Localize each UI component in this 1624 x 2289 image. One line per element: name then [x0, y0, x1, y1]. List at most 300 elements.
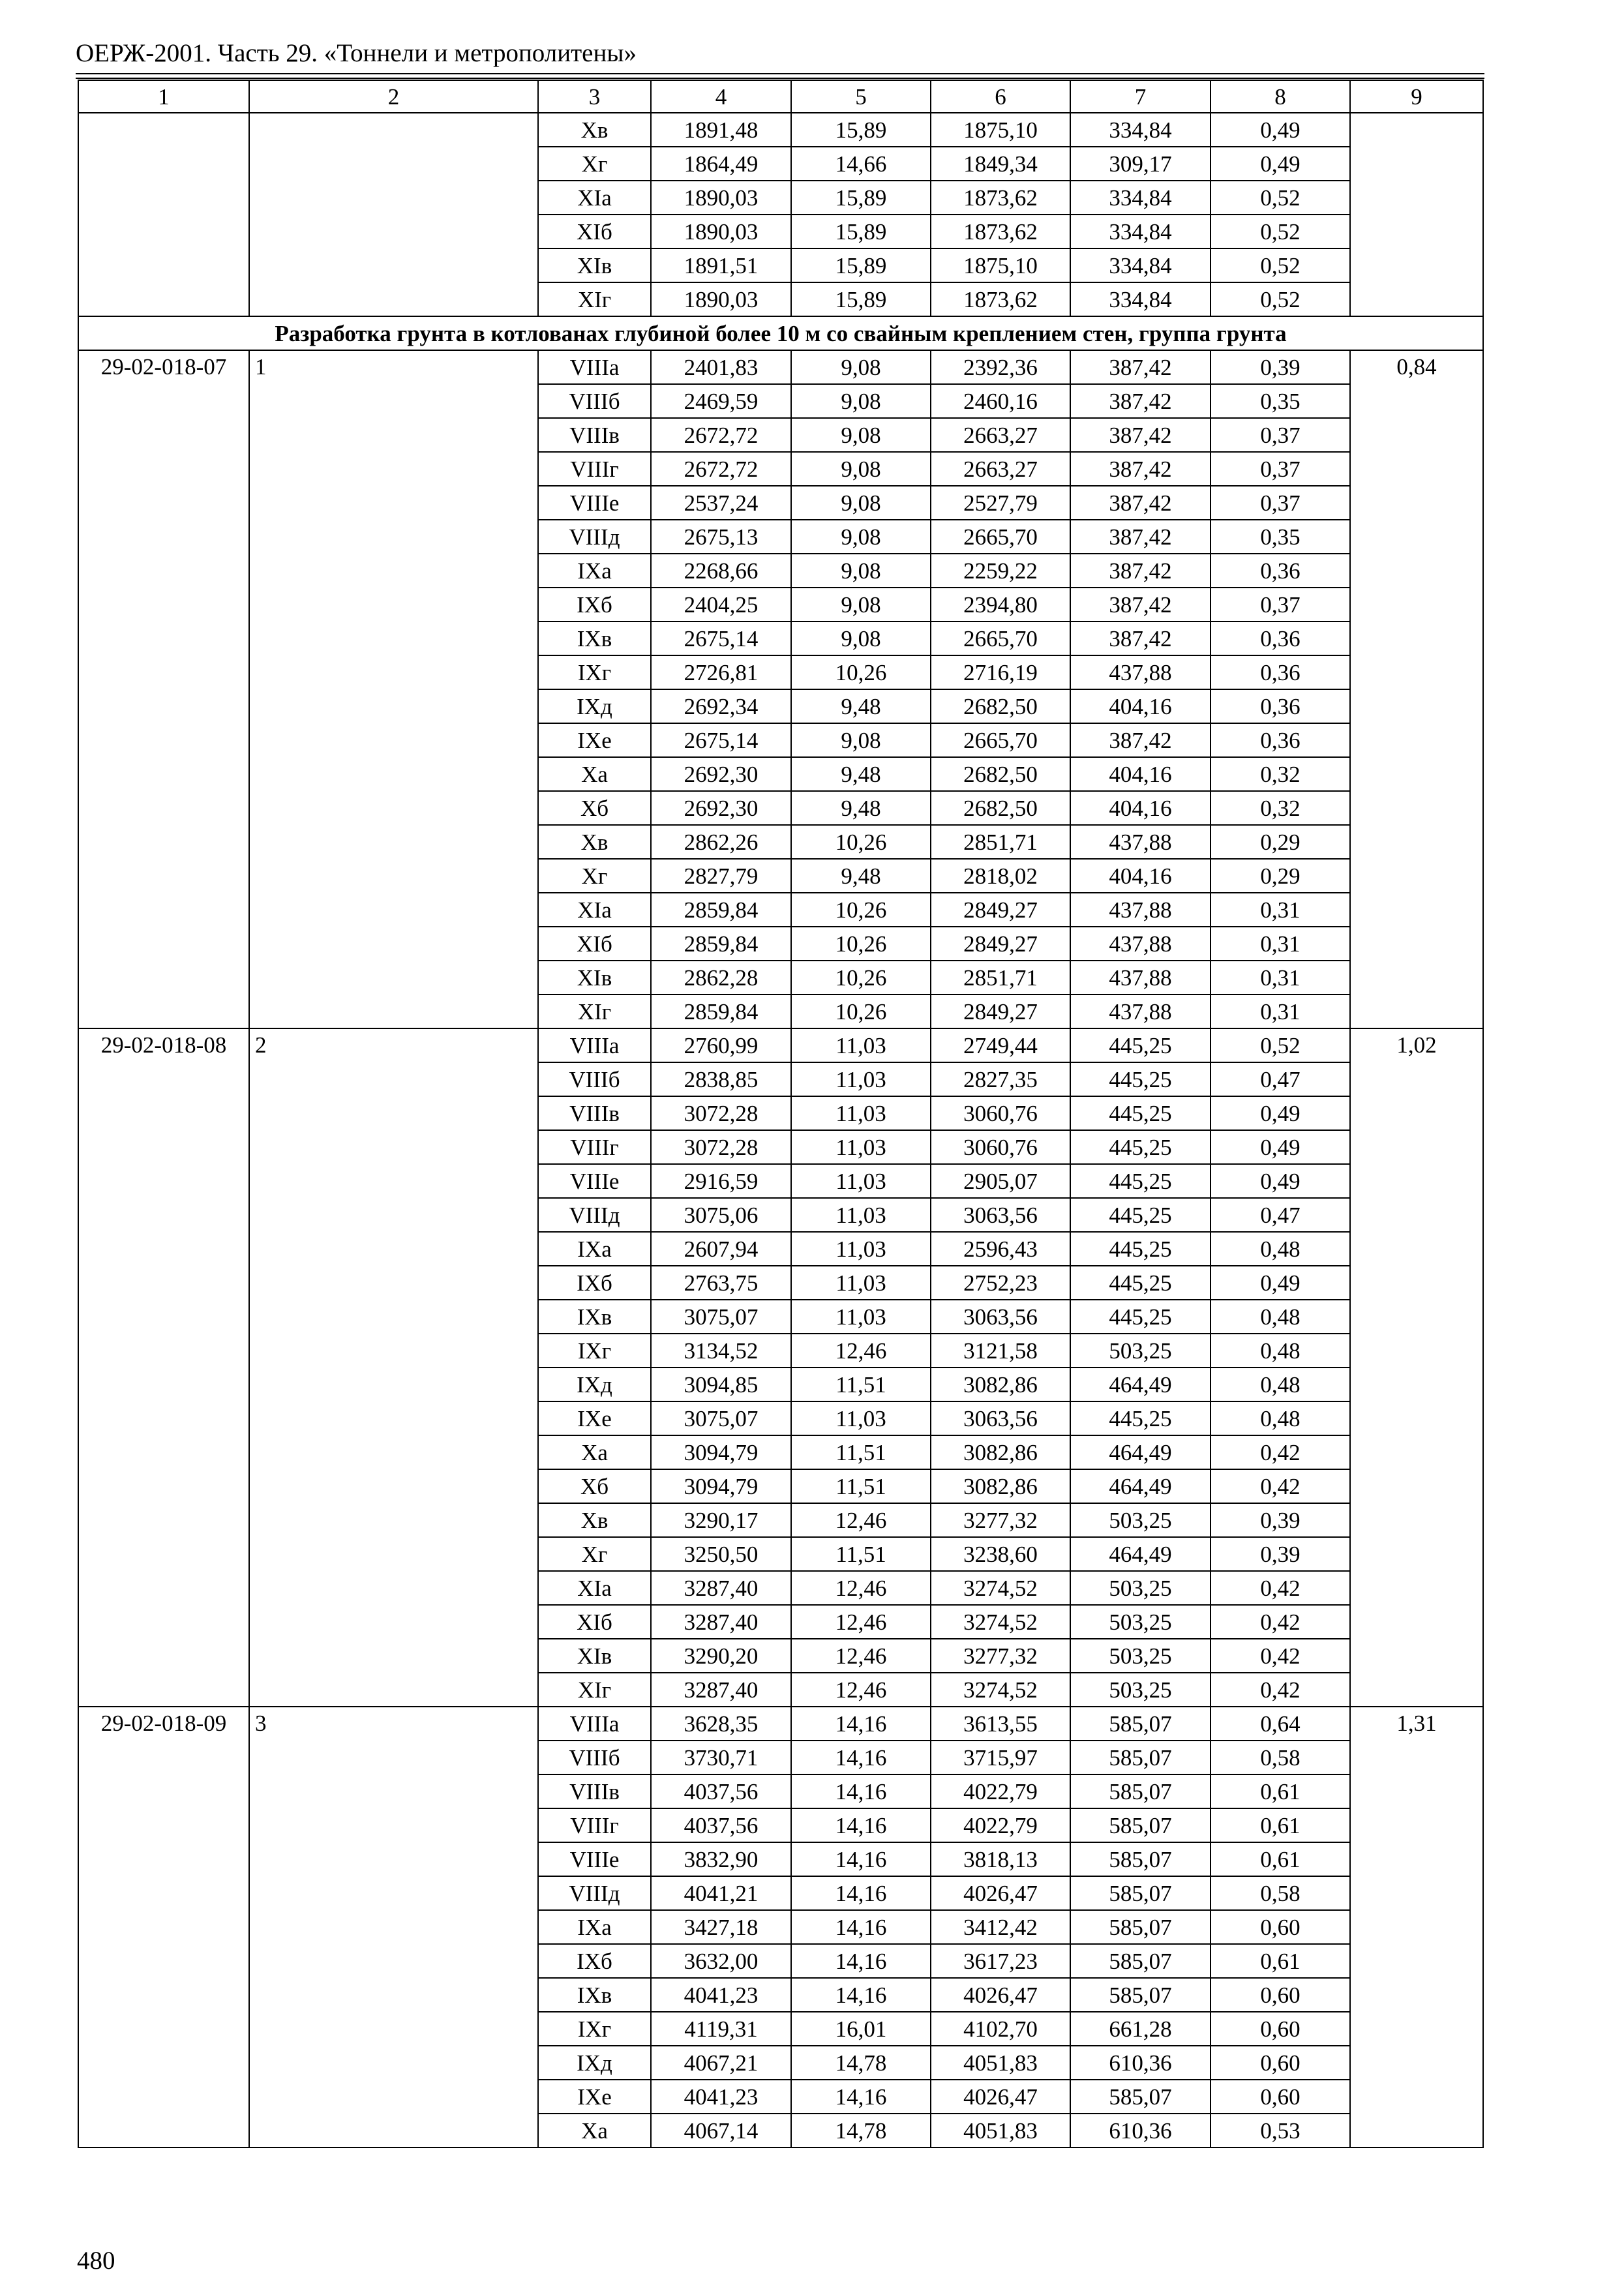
- column-6-value: 3082,86: [931, 1435, 1070, 1469]
- column-7-value: 404,16: [1070, 791, 1210, 825]
- column-4-value: 2675,13: [651, 520, 791, 554]
- column-8-value: 0,35: [1210, 384, 1350, 418]
- column-5-value: 12,46: [791, 1673, 931, 1707]
- header-title: ОЕРЖ-2001. Часть 29. «Тоннели и метрополитены»: [76, 39, 637, 67]
- column-5-value: 11,03: [791, 1401, 931, 1435]
- column-4-value: 2862,26: [651, 825, 791, 859]
- column-7-value: 503,25: [1070, 1673, 1210, 1707]
- column-3-resource-code: ХIб: [538, 1605, 651, 1639]
- column-8-value: 0,60: [1210, 2012, 1350, 2046]
- column-5-value: 12,46: [791, 1334, 931, 1368]
- column-5-value: 14,16: [791, 1876, 931, 1910]
- column-9-value: 1,31: [1350, 1707, 1483, 2147]
- column-4-value: 2607,94: [651, 1232, 791, 1266]
- column-5-value: 14,78: [791, 2046, 931, 2080]
- column-7-value: 610,36: [1070, 2114, 1210, 2147]
- column-8-value: 0,48: [1210, 1401, 1350, 1435]
- column-5-value: 9,48: [791, 757, 931, 791]
- column-5-value: 15,89: [791, 282, 931, 316]
- column-4-value: 3287,40: [651, 1673, 791, 1707]
- column-6-value: 3613,55: [931, 1707, 1070, 1741]
- column-7-value: 445,25: [1070, 1300, 1210, 1334]
- column-6-value: 3060,76: [931, 1130, 1070, 1164]
- column-4-value: 2469,59: [651, 384, 791, 418]
- column-5-value: 9,08: [791, 520, 931, 554]
- column-3-resource-code: ХIг: [538, 995, 651, 1028]
- column-8-value: 0,42: [1210, 1639, 1350, 1673]
- column-7-value: 437,88: [1070, 655, 1210, 689]
- header-rule: [76, 73, 1484, 74]
- column-6-value: 2682,50: [931, 757, 1070, 791]
- column-8-value: 0,47: [1210, 1198, 1350, 1232]
- column-5-value: 10,26: [791, 995, 931, 1028]
- column-3-resource-code: Хв: [538, 1503, 651, 1537]
- column-4-value: 2760,99: [651, 1028, 791, 1062]
- column-7-value: 387,42: [1070, 350, 1210, 384]
- column-3-resource-code: IХг: [538, 655, 651, 689]
- column-4-value: 2827,79: [651, 859, 791, 893]
- column-4-value: 3290,20: [651, 1639, 791, 1673]
- column-7-value: 334,84: [1070, 282, 1210, 316]
- column-7-value: 585,07: [1070, 1774, 1210, 1808]
- column-6-value: 2851,71: [931, 961, 1070, 995]
- rates-table: [78, 80, 1484, 2148]
- section-title: Разработка грунта в котлованах глубиной более 10 м со свайным креплением стен, группа грунта: [78, 316, 1483, 350]
- column-6-value: 1875,10: [931, 248, 1070, 282]
- column-7-value: 585,07: [1070, 1707, 1210, 1741]
- column-6-value: 2663,27: [931, 452, 1070, 486]
- column-5-value: 14,16: [791, 1808, 931, 1842]
- column-5-value: 11,51: [791, 1469, 931, 1503]
- column-3-resource-code: IХе: [538, 1401, 651, 1435]
- column-4-value: 3075,06: [651, 1198, 791, 1232]
- column-6-value: 2849,27: [931, 927, 1070, 961]
- column-6-value: 3617,23: [931, 1944, 1070, 1978]
- column-7-value: 387,42: [1070, 723, 1210, 757]
- column-8-value: 0,60: [1210, 1978, 1350, 2012]
- column-8-value: 0,48: [1210, 1232, 1350, 1266]
- column-6-value: 2596,43: [931, 1232, 1070, 1266]
- column-6-value: 2665,70: [931, 723, 1070, 757]
- column-6-value: 3274,52: [931, 1605, 1070, 1639]
- column-4-value: 1891,51: [651, 248, 791, 282]
- column-3-resource-code: IХд: [538, 2046, 651, 2080]
- rate-code: 29-02-018-08: [78, 1028, 249, 1707]
- column-7-value: 387,42: [1070, 621, 1210, 655]
- column-7-value: 437,88: [1070, 927, 1210, 961]
- column-4-value: 4041,23: [651, 1978, 791, 2012]
- column-5-value: 9,08: [791, 452, 931, 486]
- column-4-value: 2692,30: [651, 757, 791, 791]
- column-6-value: 4022,79: [931, 1808, 1070, 1842]
- column-8-value: 0,61: [1210, 1774, 1350, 1808]
- column-3-resource-code: Ха: [538, 757, 651, 791]
- column-4-value: 3134,52: [651, 1334, 791, 1368]
- group-cell: [249, 113, 538, 316]
- column-8-value: 0,31: [1210, 961, 1350, 995]
- column-6-value: 3412,42: [931, 1910, 1070, 1944]
- column-7-value: 585,07: [1070, 2080, 1210, 2114]
- column-6-value: 3060,76: [931, 1096, 1070, 1130]
- column-8-value: 0,35: [1210, 520, 1350, 554]
- column-3-resource-code: IХе: [538, 2080, 651, 2114]
- column-8-value: 0,61: [1210, 1842, 1350, 1876]
- column-6-value: 4051,83: [931, 2046, 1070, 2080]
- column-8-value: 0,42: [1210, 1605, 1350, 1639]
- column-4-value: 2763,75: [651, 1266, 791, 1300]
- column-3-resource-code: Хб: [538, 791, 651, 825]
- column-6-value: 1849,34: [931, 147, 1070, 181]
- column-7-value: 334,84: [1070, 181, 1210, 215]
- column-6-value: 2818,02: [931, 859, 1070, 893]
- column-7-value: 445,25: [1070, 1062, 1210, 1096]
- column-7-value: 464,49: [1070, 1537, 1210, 1571]
- column-3-resource-code: IХд: [538, 1368, 651, 1401]
- column-8-value: 0,37: [1210, 452, 1350, 486]
- column-4-value: 4041,21: [651, 1876, 791, 1910]
- column-6-value: 3715,97: [931, 1741, 1070, 1774]
- column-4-value: 2672,72: [651, 452, 791, 486]
- column-8-value: 0,49: [1210, 1096, 1350, 1130]
- column-5-value: 14,16: [791, 1842, 931, 1876]
- column-3-resource-code: VIIIа: [538, 1028, 651, 1062]
- column-5-value: 12,46: [791, 1639, 931, 1673]
- column-4-value: 3094,79: [651, 1435, 791, 1469]
- column-3-resource-code: ХIг: [538, 282, 651, 316]
- column-5-value: 9,08: [791, 723, 931, 757]
- column-4-value: 4067,21: [651, 2046, 791, 2080]
- column-5-value: 14,78: [791, 2114, 931, 2147]
- column-4-value: 3287,40: [651, 1571, 791, 1605]
- column-3-resource-code: Хв: [538, 825, 651, 859]
- column-4-value: 3628,35: [651, 1707, 791, 1741]
- column-8-value: 0,42: [1210, 1469, 1350, 1503]
- column-6-value: 2849,27: [931, 893, 1070, 927]
- header-rule-second: [76, 78, 1484, 79]
- column-5-value: 11,03: [791, 1198, 931, 1232]
- column-6-value: 2716,19: [931, 655, 1070, 689]
- column-5-value: 9,48: [791, 859, 931, 893]
- column-8-value: 0,42: [1210, 1673, 1350, 1707]
- column-5-value: 11,03: [791, 1164, 931, 1198]
- column-5-value: 11,03: [791, 1028, 931, 1062]
- column-4-value: 2859,84: [651, 995, 791, 1028]
- column-3-resource-code: Хб: [538, 1469, 651, 1503]
- column-6-value: 4022,79: [931, 1774, 1070, 1808]
- column-8-value: 0,31: [1210, 995, 1350, 1028]
- column-6-value: 3063,56: [931, 1300, 1070, 1334]
- column-3-resource-code: VIIIв: [538, 1096, 651, 1130]
- column-5-value: 12,46: [791, 1605, 931, 1639]
- column-6-value: 3274,52: [931, 1673, 1070, 1707]
- column-7-value: 503,25: [1070, 1605, 1210, 1639]
- column-6-value: 2849,27: [931, 995, 1070, 1028]
- column-5-value: 14,16: [791, 1978, 931, 2012]
- column-5-value: 10,26: [791, 927, 931, 961]
- column-6-value: 2749,44: [931, 1028, 1070, 1062]
- column-6-value: 3238,60: [931, 1537, 1070, 1571]
- column-3-resource-code: ХIб: [538, 215, 651, 248]
- column-4-value: 3094,79: [651, 1469, 791, 1503]
- rates-table-body: [78, 80, 1483, 2147]
- column-number: 7: [1070, 80, 1210, 113]
- column-4-value: 2916,59: [651, 1164, 791, 1198]
- column-8-value: 0,49: [1210, 1266, 1350, 1300]
- column-3-resource-code: VIIIе: [538, 1164, 651, 1198]
- column-7-value: 334,84: [1070, 215, 1210, 248]
- table-row: [78, 113, 1483, 147]
- column-8-value: 0,52: [1210, 282, 1350, 316]
- column-6-value: 2392,36: [931, 350, 1070, 384]
- column-5-value: 15,89: [791, 248, 931, 282]
- column-8-value: 0,42: [1210, 1571, 1350, 1605]
- column-6-value: 2394,80: [931, 588, 1070, 621]
- column-5-value: 12,46: [791, 1571, 931, 1605]
- column-8-value: 0,31: [1210, 927, 1350, 961]
- column-4-value: 4119,31: [651, 2012, 791, 2046]
- column-5-value: 15,89: [791, 181, 931, 215]
- column-3-resource-code: IХа: [538, 554, 651, 588]
- column-8-value: 0,52: [1210, 1028, 1350, 1062]
- column-7-value: 445,25: [1070, 1198, 1210, 1232]
- column-7-value: 404,16: [1070, 757, 1210, 791]
- column-5-value: 11,03: [791, 1062, 931, 1096]
- column-3-resource-code: IХв: [538, 621, 651, 655]
- column-4-value: 2675,14: [651, 723, 791, 757]
- column-3-resource-code: VIIIг: [538, 452, 651, 486]
- column-7-value: 585,07: [1070, 1876, 1210, 1910]
- column-6-value: 4026,47: [931, 2080, 1070, 2114]
- column-8-value: 0,60: [1210, 1910, 1350, 1944]
- column-5-value: 10,26: [791, 961, 931, 995]
- column-4-value: 4067,14: [651, 2114, 791, 2147]
- column-5-value: 10,26: [791, 893, 931, 927]
- column-3-resource-code: VIIIа: [538, 1707, 651, 1741]
- column-3-resource-code: Хг: [538, 147, 651, 181]
- page-header: [76, 38, 1484, 69]
- column-6-value: 1873,62: [931, 215, 1070, 248]
- column-3-resource-code: ХIв: [538, 1639, 651, 1673]
- column-9-value: 0,84: [1350, 350, 1483, 1028]
- column-6-value: 2827,35: [931, 1062, 1070, 1096]
- column-8-value: 0,36: [1210, 689, 1350, 723]
- rate-code: 29-02-018-07: [78, 350, 249, 1028]
- column-4-value: 3072,28: [651, 1130, 791, 1164]
- column-7-value: 334,84: [1070, 248, 1210, 282]
- column-3-resource-code: VIIIе: [538, 486, 651, 520]
- column-4-value: 2692,30: [651, 791, 791, 825]
- column-9-cell: [1350, 113, 1483, 316]
- column-number: 3: [538, 80, 651, 113]
- column-6-value: 3277,32: [931, 1639, 1070, 1673]
- column-8-value: 0,49: [1210, 1164, 1350, 1198]
- column-3-resource-code: VIIIд: [538, 1198, 651, 1232]
- column-number: 5: [791, 80, 931, 113]
- column-8-value: 0,58: [1210, 1741, 1350, 1774]
- column-6-value: 3818,13: [931, 1842, 1070, 1876]
- column-4-value: 2692,34: [651, 689, 791, 723]
- column-4-value: 1890,03: [651, 181, 791, 215]
- column-4-value: 3730,71: [651, 1741, 791, 1774]
- column-8-value: 0,48: [1210, 1368, 1350, 1401]
- column-5-value: 11,51: [791, 1537, 931, 1571]
- column-3-resource-code: IХб: [538, 588, 651, 621]
- code-cell: [78, 113, 249, 316]
- column-8-value: 0,53: [1210, 2114, 1350, 2147]
- column-6-value: 2665,70: [931, 621, 1070, 655]
- column-7-value: 387,42: [1070, 554, 1210, 588]
- column-4-value: 2672,72: [651, 418, 791, 452]
- column-5-value: 14,16: [791, 1741, 931, 1774]
- column-3-resource-code: IХб: [538, 1944, 651, 1978]
- column-4-value: 3094,85: [651, 1368, 791, 1401]
- column-4-value: 3075,07: [651, 1300, 791, 1334]
- column-3-resource-code: VIIIв: [538, 1774, 651, 1808]
- column-8-value: 0,36: [1210, 621, 1350, 655]
- column-6-value: 2460,16: [931, 384, 1070, 418]
- column-8-value: 0,37: [1210, 486, 1350, 520]
- column-4-value: 3832,90: [651, 1842, 791, 1876]
- column-5-value: 14,16: [791, 1707, 931, 1741]
- column-number: 4: [651, 80, 791, 113]
- column-5-value: 10,26: [791, 825, 931, 859]
- column-4-value: 1890,03: [651, 282, 791, 316]
- column-6-value: 4102,70: [931, 2012, 1070, 2046]
- column-numbers-row: [78, 80, 1483, 113]
- column-8-value: 0,58: [1210, 1876, 1350, 1910]
- column-4-value: 3427,18: [651, 1910, 791, 1944]
- column-7-value: 464,49: [1070, 1469, 1210, 1503]
- column-3-resource-code: IХд: [538, 689, 651, 723]
- table-row: [78, 1707, 1483, 1741]
- column-3-resource-code: VIIIд: [538, 520, 651, 554]
- column-8-value: 0,52: [1210, 181, 1350, 215]
- column-4-value: 4037,56: [651, 1774, 791, 1808]
- column-8-value: 0,49: [1210, 113, 1350, 147]
- column-3-resource-code: ХIб: [538, 927, 651, 961]
- column-3-resource-code: VIIIд: [538, 1876, 651, 1910]
- column-7-value: 334,84: [1070, 113, 1210, 147]
- column-8-value: 0,52: [1210, 215, 1350, 248]
- column-7-value: 445,25: [1070, 1130, 1210, 1164]
- column-5-value: 14,16: [791, 1774, 931, 1808]
- column-6-value: 2665,70: [931, 520, 1070, 554]
- column-4-value: 2859,84: [651, 893, 791, 927]
- column-5-value: 11,03: [791, 1266, 931, 1300]
- column-number: 1: [78, 80, 249, 113]
- column-8-value: 0,49: [1210, 1130, 1350, 1164]
- column-6-value: 2752,23: [931, 1266, 1070, 1300]
- column-7-value: 445,25: [1070, 1164, 1210, 1198]
- column-7-value: 387,42: [1070, 486, 1210, 520]
- column-3-resource-code: IХв: [538, 1300, 651, 1334]
- column-5-value: 14,66: [791, 147, 931, 181]
- column-7-value: 404,16: [1070, 859, 1210, 893]
- table-row: [78, 1028, 1483, 1062]
- column-3-resource-code: VIIIб: [538, 384, 651, 418]
- column-5-value: 15,89: [791, 215, 931, 248]
- column-5-value: 9,48: [791, 689, 931, 723]
- column-6-value: 2527,79: [931, 486, 1070, 520]
- column-7-value: 404,16: [1070, 689, 1210, 723]
- column-7-value: 464,49: [1070, 1368, 1210, 1401]
- column-8-value: 0,39: [1210, 1503, 1350, 1537]
- column-4-value: 2859,84: [651, 927, 791, 961]
- column-6-value: 2663,27: [931, 418, 1070, 452]
- column-7-value: 437,88: [1070, 961, 1210, 995]
- column-7-value: 437,88: [1070, 825, 1210, 859]
- column-6-value: 3082,86: [931, 1469, 1070, 1503]
- soil-group: 2: [249, 1028, 538, 1707]
- column-5-value: 9,08: [791, 621, 931, 655]
- column-3-resource-code: IХг: [538, 2012, 651, 2046]
- column-5-value: 10,26: [791, 655, 931, 689]
- column-5-value: 9,08: [791, 350, 931, 384]
- column-5-value: 14,16: [791, 1944, 931, 1978]
- column-3-resource-code: VIIIб: [538, 1062, 651, 1096]
- column-3-resource-code: IХв: [538, 1978, 651, 2012]
- column-5-value: 9,08: [791, 588, 931, 621]
- column-6-value: 3121,58: [931, 1334, 1070, 1368]
- column-4-value: 3075,07: [651, 1401, 791, 1435]
- column-7-value: 503,25: [1070, 1639, 1210, 1673]
- column-4-value: 2401,83: [651, 350, 791, 384]
- column-6-value: 2851,71: [931, 825, 1070, 859]
- column-4-value: 4037,56: [651, 1808, 791, 1842]
- column-8-value: 0,47: [1210, 1062, 1350, 1096]
- column-8-value: 0,61: [1210, 1944, 1350, 1978]
- column-5-value: 9,08: [791, 554, 931, 588]
- column-8-value: 0,52: [1210, 248, 1350, 282]
- column-7-value: 464,49: [1070, 1435, 1210, 1469]
- column-4-value: 1864,49: [651, 147, 791, 181]
- column-8-value: 0,48: [1210, 1300, 1350, 1334]
- soil-group: 3: [249, 1707, 538, 2147]
- column-number: 9: [1350, 80, 1483, 113]
- column-3-resource-code: ХIв: [538, 961, 651, 995]
- column-3-resource-code: Ха: [538, 1435, 651, 1469]
- column-3-resource-code: IХа: [538, 1910, 651, 1944]
- column-8-value: 0,36: [1210, 655, 1350, 689]
- column-5-value: 16,01: [791, 2012, 931, 2046]
- column-6-value: 3082,86: [931, 1368, 1070, 1401]
- column-7-value: 309,17: [1070, 147, 1210, 181]
- column-7-value: 387,42: [1070, 520, 1210, 554]
- column-4-value: 2675,14: [651, 621, 791, 655]
- column-5-value: 9,48: [791, 791, 931, 825]
- column-7-value: 387,42: [1070, 452, 1210, 486]
- column-3-resource-code: ХIг: [538, 1673, 651, 1707]
- column-6-value: 4026,47: [931, 1876, 1070, 1910]
- column-3-resource-code: Ха: [538, 2114, 651, 2147]
- column-7-value: 503,25: [1070, 1334, 1210, 1368]
- column-5-value: 15,89: [791, 113, 931, 147]
- column-number: 8: [1210, 80, 1350, 113]
- column-4-value: 2726,81: [651, 655, 791, 689]
- column-4-value: 2862,28: [651, 961, 791, 995]
- column-3-resource-code: VIIIа: [538, 350, 651, 384]
- column-4-value: 2268,66: [651, 554, 791, 588]
- rate-code: 29-02-018-09: [78, 1707, 249, 2147]
- column-3-resource-code: ХIа: [538, 181, 651, 215]
- column-8-value: 0,39: [1210, 1537, 1350, 1571]
- column-8-value: 0,31: [1210, 893, 1350, 927]
- column-7-value: 445,25: [1070, 1096, 1210, 1130]
- column-4-value: 3287,40: [651, 1605, 791, 1639]
- column-3-resource-code: ХIа: [538, 893, 651, 927]
- column-8-value: 0,37: [1210, 588, 1350, 621]
- column-5-value: 12,46: [791, 1503, 931, 1537]
